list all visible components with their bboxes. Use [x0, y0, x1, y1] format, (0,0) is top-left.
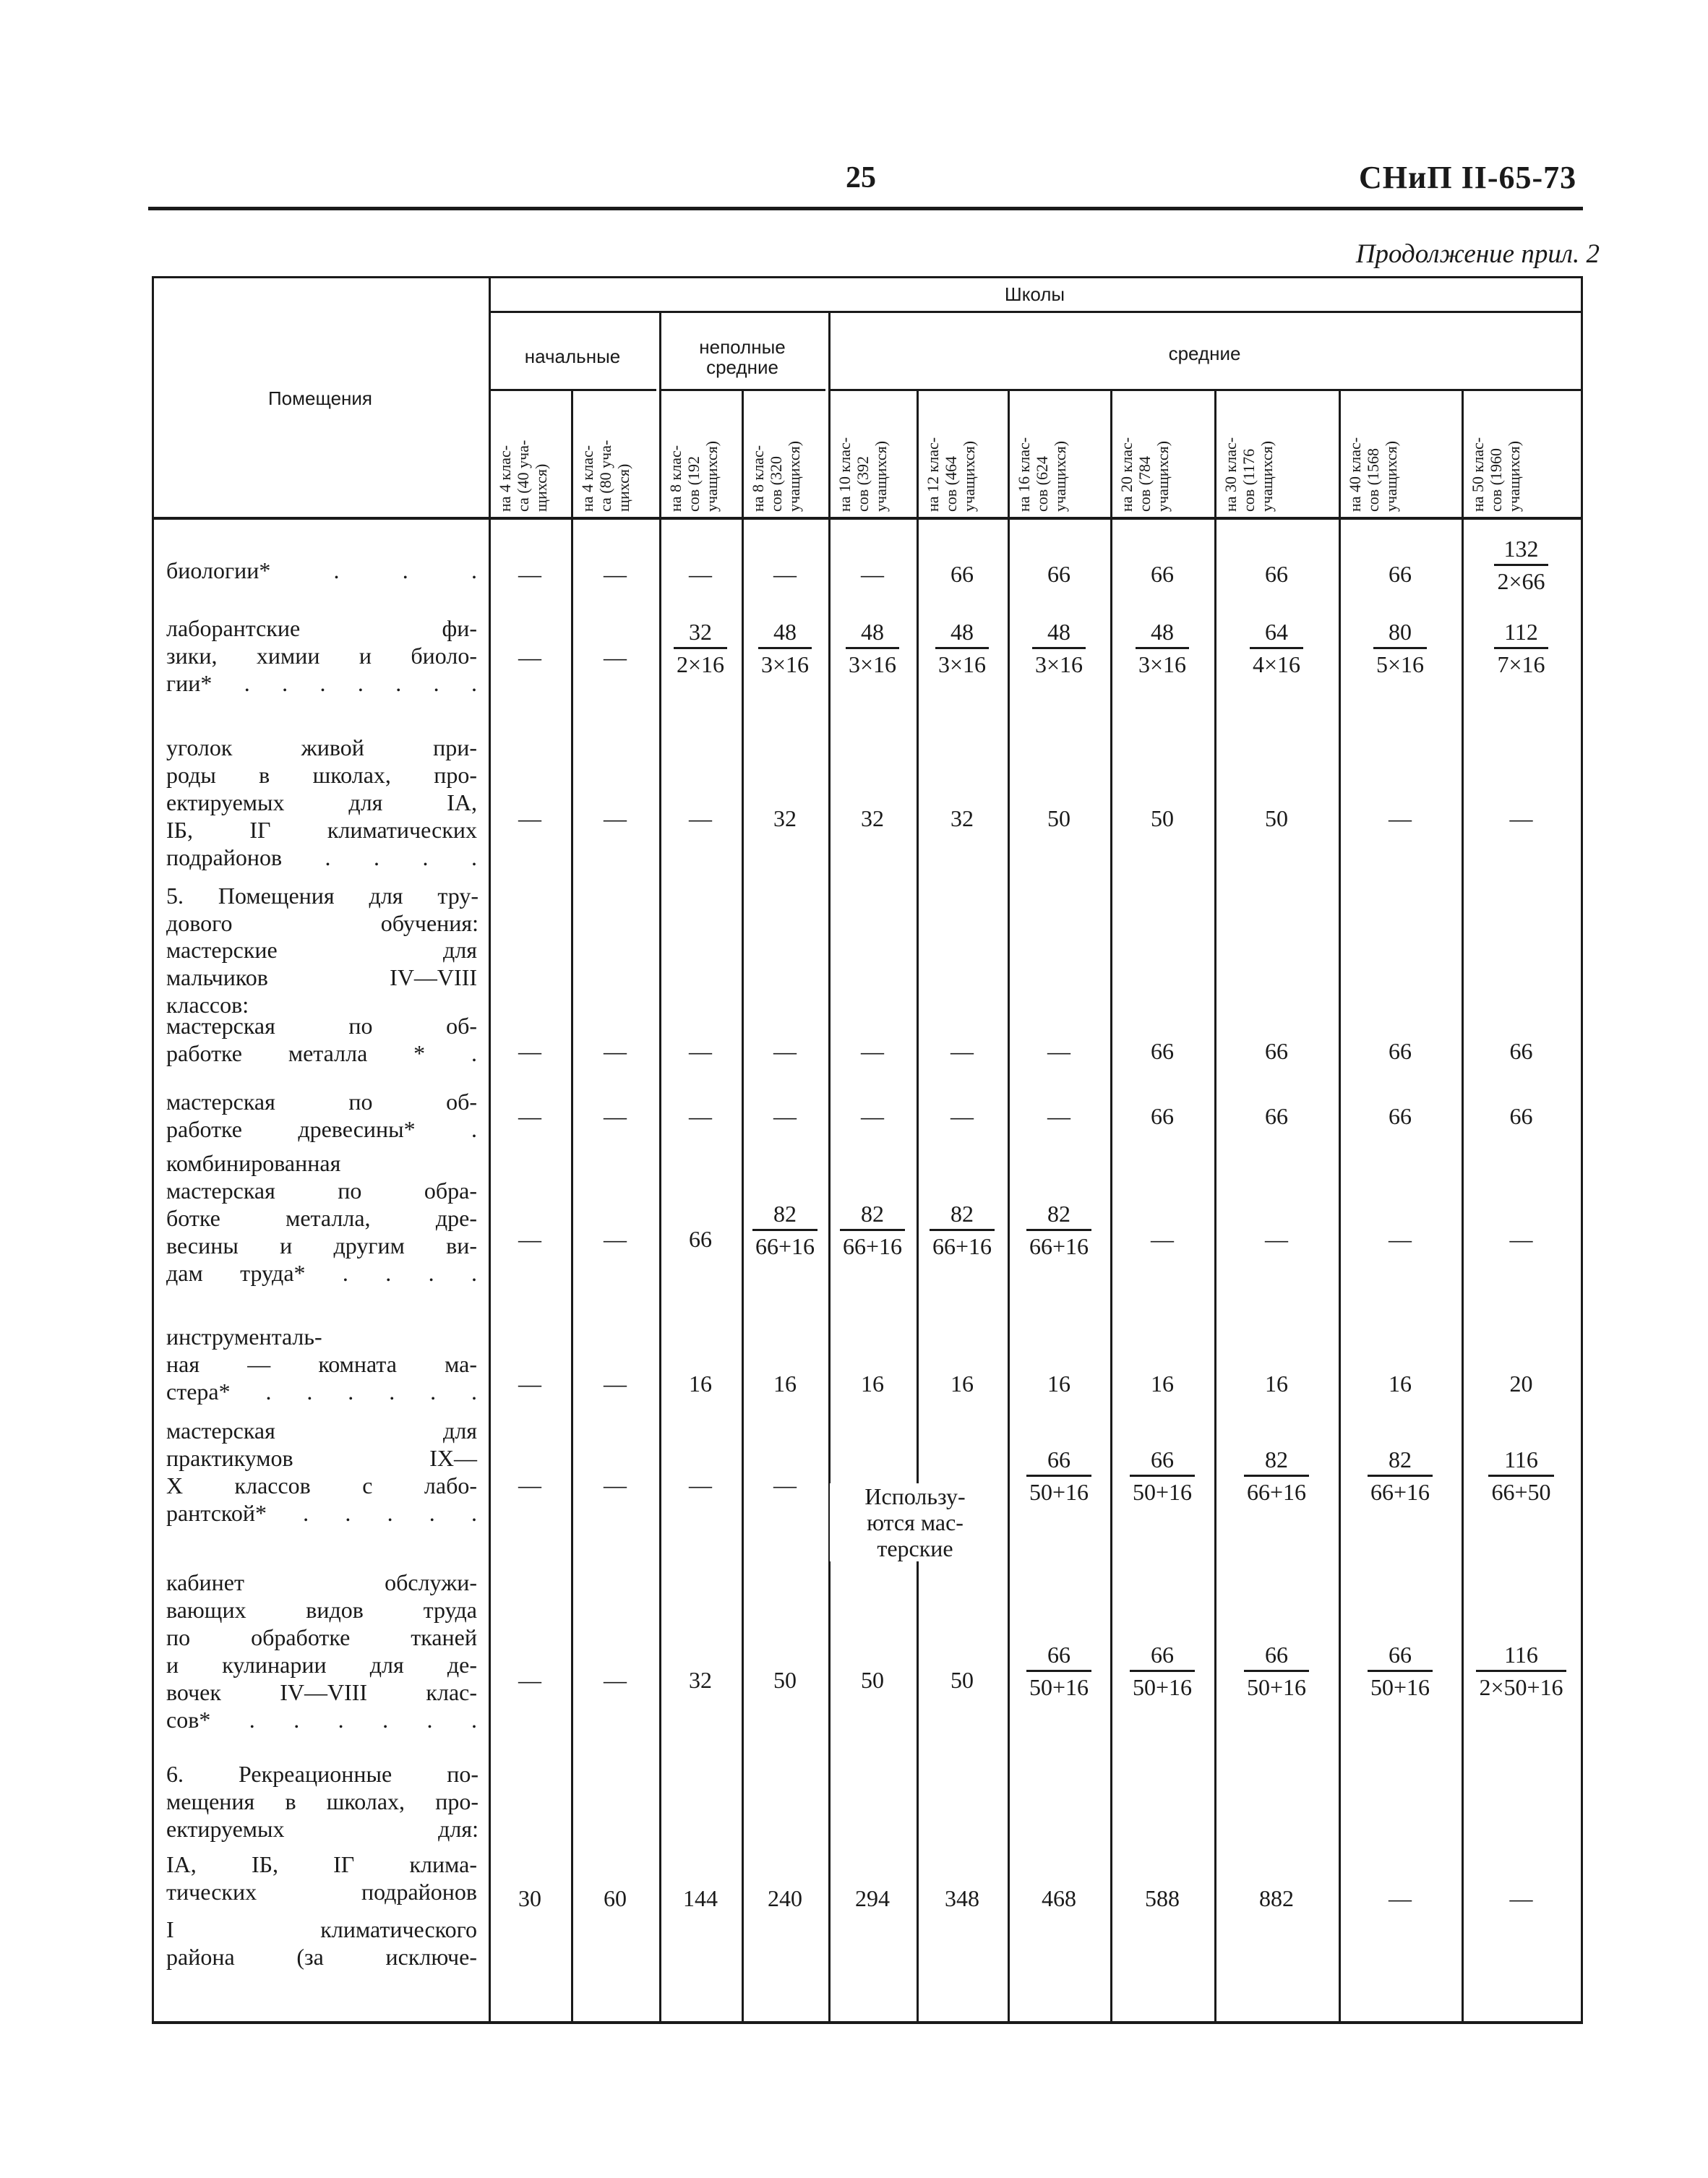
- value-cell: 32: [950, 805, 974, 831]
- fraction: [1032, 617, 1086, 679]
- dash-cell: —: [1509, 1226, 1533, 1252]
- value-cell: 50: [861, 1667, 884, 1693]
- fraction-numerator: 112: [1494, 617, 1548, 649]
- fraction-denominator: 2×50+16: [1479, 1674, 1563, 1700]
- value-cell: 16: [773, 1371, 797, 1397]
- fraction-cell: [1110, 617, 1214, 679]
- value-cell: 50: [1151, 805, 1174, 831]
- dash-cell: —: [1047, 1103, 1070, 1129]
- row-label: I климатического района (за исключе-: [166, 1916, 477, 1970]
- row-label: уголок живой при- роды в школах, про- ектируемых для IА, IБ, IГ климатических подрайонов . . . .: [166, 734, 477, 870]
- fraction-denominator: 66+16: [755, 1233, 815, 1259]
- column-header: на 30 клас- сов (1176 учащихся): [1222, 437, 1276, 512]
- value-cell: 32: [773, 805, 797, 831]
- row-label: инструменталь- ная — комната ма- стера* . . . . . .: [166, 1324, 477, 1405]
- fraction-numerator: 132: [1494, 533, 1548, 566]
- dash-cell: —: [689, 805, 712, 831]
- value-cell: 16: [950, 1371, 974, 1397]
- column-separator: [571, 390, 573, 2021]
- fraction: [1368, 1639, 1433, 1702]
- fraction-cell: [1462, 1639, 1581, 1702]
- dash-cell: —: [689, 1472, 712, 1498]
- fraction: [752, 1199, 817, 1261]
- value-cell: 16: [1151, 1371, 1174, 1397]
- value-cell: 30: [518, 1885, 541, 1911]
- fraction: [930, 1199, 995, 1261]
- column-header: на 16 клас- сов (624 учащихся): [1015, 437, 1069, 512]
- fraction-numerator: 82: [1026, 1199, 1091, 1231]
- fraction: [1244, 1444, 1309, 1507]
- fraction-cell: [1008, 1639, 1110, 1702]
- value-cell: 66: [1509, 1103, 1533, 1129]
- fraction-numerator: 116: [1476, 1639, 1566, 1672]
- dash-cell: —: [773, 561, 797, 587]
- row-label: IА, IБ, IГ клима- тических подрайонов: [166, 1851, 477, 1905]
- fraction-denominator: 5×16: [1376, 651, 1425, 677]
- dash-cell: —: [604, 1103, 627, 1129]
- value-cell: 66: [1389, 1103, 1412, 1129]
- fraction-cell: [1214, 1639, 1339, 1702]
- fraction-numerator: 82: [752, 1199, 817, 1231]
- column-header: на 4 клас- са (80 уча- щихся): [578, 440, 632, 512]
- dash-cell: —: [950, 1103, 974, 1129]
- value-cell: 16: [861, 1371, 884, 1397]
- value-cell: 66: [1509, 1038, 1533, 1064]
- value-cell: 66: [1047, 561, 1070, 587]
- dash-cell: —: [689, 1103, 712, 1129]
- dash-cell: —: [689, 1038, 712, 1064]
- continuation-note: Продолжение прил. 2: [1355, 239, 1600, 269]
- fraction: [674, 617, 727, 679]
- fraction-numerator: 48: [935, 617, 989, 649]
- fraction-cell: [828, 617, 917, 679]
- value-cell: 20: [1509, 1371, 1533, 1397]
- fraction-denominator: 66+16: [932, 1233, 992, 1259]
- dash-cell: —: [518, 561, 541, 587]
- value-cell: 66: [1265, 561, 1288, 587]
- dash-cell: —: [518, 1038, 541, 1064]
- table-top-rule: [152, 276, 1583, 278]
- dash-cell: —: [604, 1667, 627, 1693]
- fraction: [1026, 1444, 1091, 1507]
- fraction-cell: [1462, 617, 1581, 679]
- value-cell: 240: [768, 1885, 802, 1911]
- subgroup-separator: [659, 311, 661, 390]
- fraction-cell: [917, 1199, 1008, 1261]
- dash-cell: —: [518, 805, 541, 831]
- column-header: на 8 клас- сов (192 учащихся): [666, 440, 721, 512]
- fraction-numerator: 82: [930, 1199, 995, 1231]
- value-cell: 66: [1265, 1103, 1288, 1129]
- dash-cell: —: [861, 1038, 884, 1064]
- row-label: мастерская по об- работке металла * .: [166, 1013, 477, 1066]
- header-incomplete-secondary: неполные средние: [699, 336, 786, 378]
- dash-cell: —: [518, 1226, 541, 1252]
- dash-cell: —: [604, 1472, 627, 1498]
- dash-cell: —: [1389, 1885, 1412, 1911]
- dash-cell: —: [689, 561, 712, 587]
- fraction-denominator: 66+16: [1246, 1479, 1307, 1505]
- fraction-cell: [1214, 617, 1339, 679]
- fraction-denominator: 50+16: [1132, 1674, 1193, 1700]
- dash-cell: —: [1509, 805, 1533, 831]
- fraction-denominator: 7×16: [1497, 651, 1545, 677]
- dash-cell: —: [518, 1667, 541, 1693]
- fraction-denominator: 2×16: [676, 651, 725, 677]
- fraction-numerator: 48: [758, 617, 812, 649]
- value-cell: 468: [1042, 1885, 1076, 1911]
- value-cell: 16: [1047, 1371, 1070, 1397]
- dash-cell: —: [1389, 1226, 1412, 1252]
- fraction-denominator: 4×16: [1252, 651, 1301, 677]
- fraction-numerator: 48: [846, 617, 899, 649]
- dash-cell: —: [518, 644, 541, 670]
- fraction-denominator: 66+16: [1029, 1233, 1089, 1259]
- fraction-numerator: 66: [1130, 1639, 1195, 1672]
- fraction-cell: [1110, 1444, 1214, 1507]
- dash-cell: —: [773, 1038, 797, 1064]
- column-header: на 40 клас- сов (1568 учащихся): [1346, 437, 1400, 512]
- fraction-cell: [1339, 1639, 1462, 1702]
- dash-cell: —: [518, 1472, 541, 1498]
- dash-cell: —: [518, 1371, 541, 1397]
- fraction-numerator: 64: [1250, 617, 1303, 649]
- fraction-cell: [1008, 617, 1110, 679]
- dash-cell: —: [604, 805, 627, 831]
- fraction-numerator: 48: [1136, 617, 1189, 649]
- header-rooms: Помещения: [267, 387, 372, 409]
- fraction: [1130, 1444, 1195, 1507]
- fraction-cell: [1462, 1444, 1581, 1507]
- dash-cell: —: [518, 1103, 541, 1129]
- dash-cell: —: [1509, 1885, 1533, 1911]
- fraction-numerator: 66: [1244, 1639, 1309, 1672]
- value-cell: 66: [950, 561, 974, 587]
- fraction: [840, 1199, 905, 1261]
- fraction-numerator: 82: [1368, 1444, 1433, 1477]
- fraction: [1026, 1639, 1091, 1702]
- row-label: мастерская для практикумов IX— X классов с лабо- рантской* . . . . .: [166, 1418, 477, 1526]
- fraction-denominator: 2×66: [1497, 568, 1545, 594]
- fraction-cell: [1214, 1444, 1339, 1507]
- fraction-cell: [1008, 1199, 1110, 1261]
- fraction-cell: [1110, 1639, 1214, 1702]
- header-rule: [148, 207, 1583, 210]
- fraction-denominator: 50+16: [1029, 1674, 1089, 1700]
- value-cell: 66: [1265, 1038, 1288, 1064]
- row-label: мастерская по об- работке древесины* .: [166, 1089, 477, 1142]
- dash-cell: —: [773, 1472, 797, 1498]
- value-cell: 32: [689, 1667, 712, 1693]
- fraction-denominator: 3×16: [1034, 651, 1083, 677]
- fraction: [1244, 1639, 1309, 1702]
- dash-cell: —: [1265, 1226, 1288, 1252]
- fraction-cell: [1462, 533, 1581, 596]
- fraction-denominator: 66+50: [1491, 1479, 1551, 1505]
- fraction: [1368, 1444, 1433, 1507]
- fraction-denominator: 3×16: [937, 651, 987, 677]
- column-header: на 20 клас- сов (784 учащихся): [1117, 437, 1172, 512]
- table-header-bottom-rule: [152, 517, 1583, 520]
- fraction-numerator: 48: [1032, 617, 1086, 649]
- header-secondary: средние: [1168, 343, 1241, 364]
- fraction-denominator: 3×16: [848, 651, 897, 677]
- header-primary: начальные: [524, 346, 621, 367]
- subgroup-rule-secondary: [828, 389, 1581, 391]
- fraction: [1488, 1444, 1553, 1507]
- value-cell: 16: [1265, 1371, 1288, 1397]
- fraction-numerator: 66: [1130, 1444, 1195, 1477]
- dash-cell: —: [604, 1226, 627, 1252]
- fraction-numerator: 32: [674, 617, 727, 649]
- fraction-numerator: 66: [1368, 1639, 1433, 1672]
- dash-cell: —: [861, 1103, 884, 1129]
- fraction: [1476, 1639, 1566, 1702]
- table-bottom-rule: [152, 2021, 1583, 2024]
- fraction: [1494, 617, 1548, 679]
- value-cell: 66: [1389, 561, 1412, 587]
- fraction: [758, 617, 812, 679]
- column-separator: [489, 276, 491, 2021]
- subgroup-separator: [828, 311, 831, 390]
- document-code: СНиП II-65-73: [1359, 160, 1577, 195]
- column-header: на 8 клас- сов (320 учащихся): [749, 440, 803, 512]
- value-cell: 66: [1389, 1038, 1412, 1064]
- dash-cell: —: [861, 561, 884, 587]
- fraction-denominator: 66+16: [842, 1233, 903, 1259]
- value-cell: 588: [1145, 1885, 1180, 1911]
- value-cell: 50: [773, 1667, 797, 1693]
- fraction-numerator: 82: [840, 1199, 905, 1231]
- value-cell: 66: [1151, 561, 1174, 587]
- header-schools: Школы: [1004, 283, 1065, 305]
- fraction: [1136, 617, 1189, 679]
- dash-cell: —: [1047, 1038, 1070, 1064]
- fraction-cell: [659, 617, 742, 679]
- value-cell: 144: [683, 1885, 718, 1911]
- column-header: на 10 клас- сов (392 учащихся): [836, 437, 890, 512]
- fraction: [1130, 1639, 1195, 1702]
- value-cell: 16: [1389, 1371, 1412, 1397]
- dash-cell: —: [1389, 805, 1412, 831]
- row-label: 6. Рекреационные по- мещения в школах, про- ектируемых для:: [166, 1761, 479, 1842]
- fraction: [1373, 617, 1427, 679]
- fraction-cell: [742, 617, 828, 679]
- value-cell: 294: [855, 1885, 890, 1911]
- schools-group-rule: [489, 311, 1581, 313]
- merged-note-workshops: Использу- ются мас- терские: [830, 1483, 1000, 1561]
- fraction-denominator: 50+16: [1370, 1674, 1430, 1700]
- fraction: [1494, 533, 1548, 596]
- fraction-denominator: 3×16: [1138, 651, 1187, 677]
- value-cell: 50: [1047, 805, 1070, 831]
- value-cell: 32: [861, 805, 884, 831]
- column-header: на 12 клас- сов (464 учащихся): [924, 437, 978, 512]
- dash-cell: —: [604, 561, 627, 587]
- table-left-border: [152, 276, 154, 2024]
- fraction-cell: [742, 1199, 828, 1261]
- fraction-denominator: 50+16: [1132, 1479, 1193, 1505]
- fraction-numerator: 116: [1488, 1444, 1553, 1477]
- row-label: кабинет обслужи- вающих видов труда по обработке тканей и кулинарии для де- вочек IV—VIII клас- сов* . . . . . .: [166, 1569, 477, 1733]
- value-cell: 348: [945, 1885, 979, 1911]
- fraction-cell: [1008, 1444, 1110, 1507]
- value-cell: 882: [1259, 1885, 1294, 1911]
- row-label: 5. Помещения для тру- дового обучения:: [166, 883, 479, 936]
- dash-cell: —: [604, 644, 627, 670]
- dash-cell: —: [1151, 1226, 1174, 1252]
- dash-cell: —: [950, 1038, 974, 1064]
- value-cell: 60: [604, 1885, 627, 1911]
- value-cell: 16: [689, 1371, 712, 1397]
- value-cell: 66: [1151, 1103, 1174, 1129]
- fraction-cell: [1339, 1444, 1462, 1507]
- dash-cell: —: [604, 1371, 627, 1397]
- column-header: на 4 клас- са (40 уча- щихся): [496, 440, 550, 512]
- page-number: 25: [846, 161, 876, 194]
- table-right-border: [1581, 276, 1583, 2024]
- value-cell: 50: [950, 1667, 974, 1693]
- value-cell: 50: [1265, 805, 1288, 831]
- fraction-denominator: 50+16: [1246, 1674, 1307, 1700]
- fraction-cell: [828, 1199, 917, 1261]
- fraction: [935, 617, 989, 679]
- column-header: на 50 клас- сов (1960 учащихся): [1469, 437, 1523, 512]
- fraction-cell: [917, 617, 1008, 679]
- fraction-denominator: 50+16: [1029, 1479, 1089, 1505]
- row-label: комбинированная мастерская по обра- ботке металла, дре- весины и другим ви- дам труда* . . . .: [166, 1150, 477, 1286]
- fraction-denominator: 66+16: [1370, 1479, 1430, 1505]
- fraction-numerator: 66: [1026, 1444, 1091, 1477]
- fraction-denominator: 3×16: [760, 651, 810, 677]
- fraction-numerator: 82: [1244, 1444, 1309, 1477]
- fraction-numerator: 80: [1373, 617, 1427, 649]
- dash-cell: —: [773, 1103, 797, 1129]
- dash-cell: —: [604, 1038, 627, 1064]
- value-cell: 66: [1151, 1038, 1174, 1064]
- fraction: [846, 617, 899, 679]
- row-label: биологии* . . .: [166, 557, 477, 583]
- row-label: лаборантские фи- зики, химии и биоло- гии* . . . . . . .: [166, 615, 477, 696]
- fraction: [1026, 1199, 1091, 1261]
- row-label: мастерские для мальчиков IV—VIII классов:: [166, 937, 477, 1018]
- fraction: [1250, 617, 1303, 679]
- fraction-cell: [1339, 617, 1462, 679]
- value-cell: 66: [689, 1226, 712, 1252]
- fraction-numerator: 66: [1026, 1639, 1091, 1672]
